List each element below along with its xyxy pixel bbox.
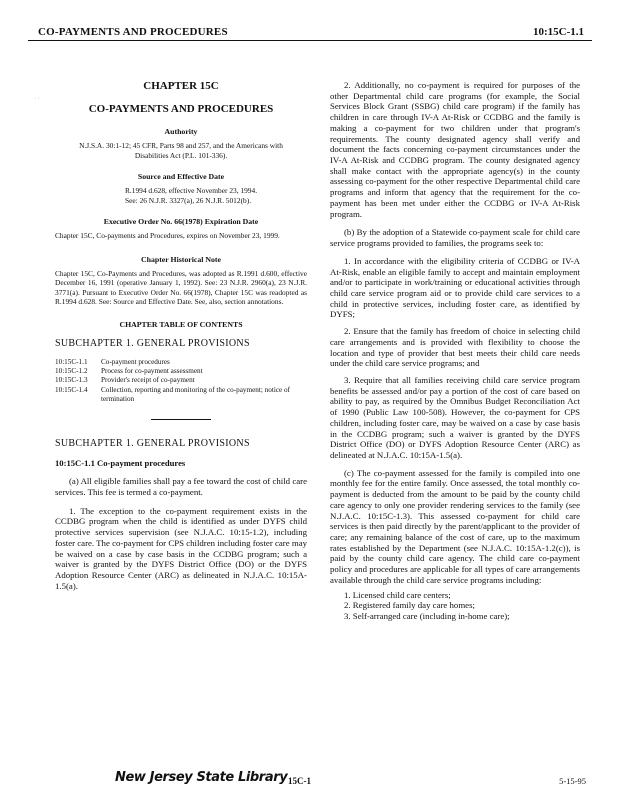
section-heading: 10:15C-1.1 Co-payment procedures [55,457,186,468]
paragraph-a-2: 2. Additionally, no co-payment is required for purposes of the other Departmental child care programs (for example, the Social Services Block Grant (SSBG) child care program) if the family has children in care through IV-A At-Risk or CCDBG and the family is making a co-payment for two children under that program's requirements. The county designated agency shall verify and document the facts concerning co-payment circumstances under the IV-A At-Risk and CCDBG program. The county designated agency shall make contact with the appropriate agency(s) in the county assessing co-payment for the other respective Departmental child care programs and inform that agency that the requirement for the co-payment has been met under either the CCDBG or IV-A At-Risk program. [330,80,580,219]
header-section-number: 10:15C-1.1 [532,26,584,38]
paragraph-b: (b) By the adoption of a Statewide co-payment scale for child care service programs provided to families, the programs seek to: [330,227,580,249]
paragraph-b-2: 2. Ensure that the family has freedom of choice in selecting child care arrangements and is provided with flexibility to choose the location and type of provider that best meets their child care needs under the child care service programs; and [330,326,580,369]
toc-entry-title: Co-payment procedures [101,357,170,366]
table-of-contents [55,358,307,405]
source-heading: Source and Effective Date [137,171,225,181]
chapter-title: CO-PAYMENTS AND PROCEDURES [88,103,274,116]
library-stamp: New Jersey State Library [115,770,288,785]
toc-entry-title: Provider's receipt of co-payment [101,376,195,385]
paragraph-a-1: 1. The exception to the co-payment requirement exists in the CCDBG program when the child is identified as under DYFS child protective services supervision (see N.J.A.C. 10:15-1.2), including foster care. The co-payment for CPS children including foster care may be waived on a case by case basis in the CCDBG program; such a waiver is granted by the DYFS District Office (DO) or the DYFS Adoption Resource Center (ARC) as delineated in N.J.A.C. 10:15A-1.5(a). [55,505,307,591]
left-column [55,80,307,591]
historical-note-heading: Chapter Historical Note [141,254,221,264]
page-number: 15C-1 [288,776,311,786]
toc-entry-number: 10:15C-1.2 [55,367,88,376]
executive-order-heading: Executive Order No. 66(1978) Expiration Date [103,216,259,226]
section-divider [151,419,211,420]
toc-entry-title: Collection, reporting and monitoring of the co-payment; notice of termination [101,385,291,404]
chapter-number: CHAPTER 15C [143,80,219,92]
historical-note-text: Chapter 15C, Co-Payments and Procedures, was adopted as R.1991 d.600, effective December 16, 1991 (operative January 1, 1992). See: 23 N.J.R. 2960(a), 23 N.J.R. 3771(a). Pursuant to Executive Order No. 66(1978), Chapter 15C was readopted as R.1994 d.628. See: Source and Effective Date. See, also, section annotations. [55,269,307,306]
header-title: CO-PAYMENTS AND PROCEDURES [38,26,228,38]
toc-subchapter-heading: SUBCHAPTER 1. GENERAL PROVISIONS [55,337,250,349]
table-of-contents-heading: CHAPTER TABLE OF CONTENTS [119,320,243,330]
executive-order-text: Chapter 15C, Co-payments and Procedures, expires on November 23, 1999. [55,231,280,241]
toc-entry-title: Process for co-payment assessment [101,367,203,376]
toc-entry[interactable] [55,358,307,367]
running-header [28,22,592,41]
source-line-1: R.1994 d.628, effective November 23, 1994. [125,186,258,196]
scan-speck: · · [34,96,40,102]
paragraph-b-3: 3. Require that all families receiving child care service program benefits be assessed and/or pay a portion of the cost of care based on ability to pay, as required by the Omnibus Budget Reconciliation Act of 1990 (Public Law 100-508). However, the co-payment for CPS children, including foster care, may be waived on a case by case basis in the CCDBG program; such a waiver is granted by the DYFS District Office (DO) or DYFS Adoption Resource Center (ARC) as delineated at N.J.A.C. 10:15A-1.5(a). [330,374,580,460]
revision-date: 5-15-95 [559,776,586,786]
toc-entry-number: 10:15C-1.1 [55,357,88,366]
authority-text: N.J.S.A. 30:1-12; 45 CFR, Parts 98 and 257, and the Americans with Disabilities Act (P.L. 101-336). [79,141,283,160]
paragraph-c: (c) The co-payment assessed for the family is compiled into one monthly fee for the entire family. Once assessed, the total monthly co-payment is deducted from the amount to be paid by the county child care agency to only one provider rendering services to the family (see N.J.A.C. 10:15C-1.3). This assessed co-payment for child care services is then paid directly by the parent/applicant to the provider of care; any remaining balance of the cost of care, up to the maximum rates established by the Department (see N.J.A.C. 10:15A-1.2(c)), is paid by the county child care agency. The child care co-payment policy and procedures are applicable for all types of care arrangements available through the child care service programs including: [330,467,580,585]
authority-heading: Authority [164,126,198,136]
list-item: 2. Registered family day care homes; [344,600,475,611]
toc-entry[interactable] [55,367,307,376]
subchapter-heading: SUBCHAPTER 1. GENERAL PROVISIONS [55,437,250,449]
list-item: 3. Self-arranged care (including in-home care); [344,611,510,622]
paragraph-a: (a) All eligible families shall pay a fee toward the cost of child care services. This fee is termed a co-payment. [55,476,307,497]
toc-entry[interactable] [55,386,307,405]
right-column [330,80,580,622]
paragraph-b-1: 1. In accordance with the eligibility criteria of CCDBG or IV-A At-Risk, enable an eligible family to accept and maintain employment and/or to participate in work/training or educational activities through child care service program aid or to provide child care services to a child in protective services, including foster care, as identified by DYFS; [330,255,580,320]
source-line-2: See: 26 N.J.R. 3327(a), 26 N.J.R. 5012(b). [125,195,252,205]
toc-entry[interactable] [55,376,307,385]
toc-entry-number: 10:15C-1.4 [55,385,88,394]
toc-entry-number: 10:15C-1.3 [55,376,88,385]
list-item: 1. Licensed child care centers; [344,589,451,600]
